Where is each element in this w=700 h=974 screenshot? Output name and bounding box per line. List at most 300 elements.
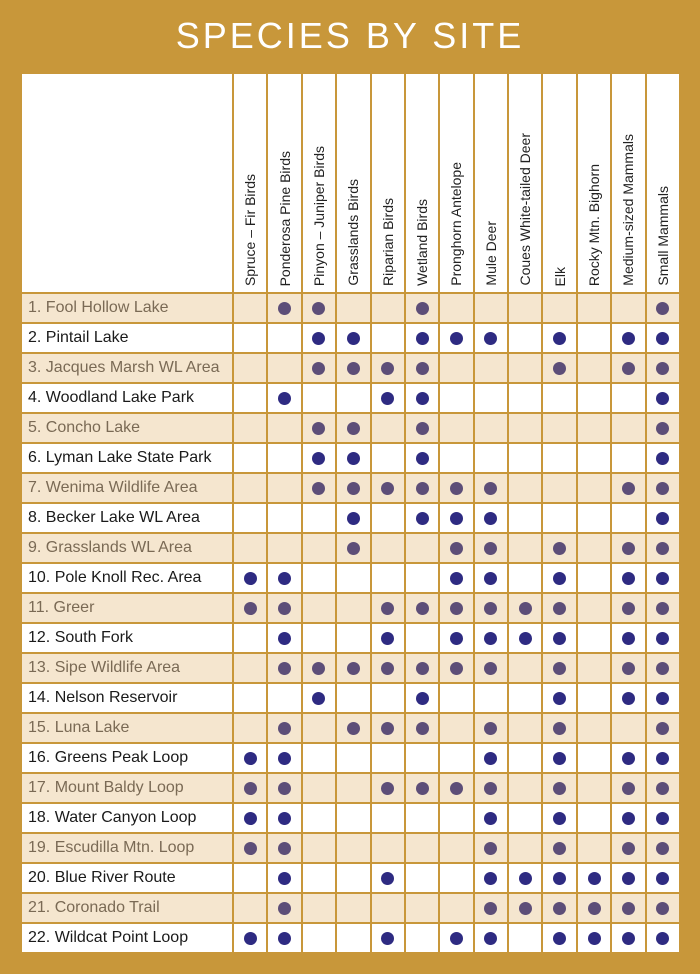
- presence-dot: [381, 362, 394, 375]
- presence-dot: [484, 632, 497, 645]
- table-cell: [543, 354, 575, 382]
- table-cell: [303, 444, 335, 472]
- presence-dot: [656, 572, 669, 585]
- table-cell: [509, 744, 541, 772]
- presence-dot: [244, 602, 257, 615]
- table-cell: [475, 384, 507, 412]
- presence-dot: [656, 722, 669, 735]
- table-cell: [509, 624, 541, 652]
- presence-dot: [312, 422, 325, 435]
- presence-dot: [381, 482, 394, 495]
- presence-dot: [656, 872, 669, 885]
- table-cell: [440, 684, 472, 712]
- table-cell: [234, 714, 266, 742]
- table-cell: [543, 864, 575, 892]
- presence-dot: [656, 452, 669, 465]
- presence-dot: [278, 812, 291, 825]
- table-cell: [406, 624, 438, 652]
- table-cell: [337, 894, 369, 922]
- table-cell: [406, 924, 438, 952]
- table-cell: [440, 834, 472, 862]
- table-cell: [612, 834, 644, 862]
- table-cell: [612, 414, 644, 442]
- presence-dot: [519, 632, 532, 645]
- presence-dot: [312, 332, 325, 345]
- presence-dot: [347, 362, 360, 375]
- site-name: 4. Woodland Lake Park: [22, 384, 232, 412]
- presence-dot: [450, 332, 463, 345]
- table-cell: [372, 624, 404, 652]
- table-cell: [372, 354, 404, 382]
- table-cell: [578, 654, 610, 682]
- presence-dot: [416, 482, 429, 495]
- presence-dot: [622, 842, 635, 855]
- presence-dot: [656, 512, 669, 525]
- presence-dot: [381, 662, 394, 675]
- table-cell: [337, 534, 369, 562]
- table-cell: [509, 804, 541, 832]
- presence-dot: [312, 452, 325, 465]
- table-cell: [234, 654, 266, 682]
- table-cell: [647, 324, 679, 352]
- table-cell: [509, 894, 541, 922]
- table-cell: [509, 684, 541, 712]
- table-cell: [406, 894, 438, 922]
- table-cell: [578, 294, 610, 322]
- presence-dot: [278, 872, 291, 885]
- column-header-label: Rocky Mtn. Bighorn: [586, 163, 603, 286]
- table-cell: [647, 774, 679, 802]
- table-cell: [303, 834, 335, 862]
- table-cell: [268, 534, 300, 562]
- site-name: 16. Greens Peak Loop: [22, 744, 232, 772]
- site-name: 13. Sipe Wildlife Area: [22, 654, 232, 682]
- table-cell: [578, 864, 610, 892]
- table-cell: [337, 624, 369, 652]
- presence-dot: [553, 632, 566, 645]
- table-cell: [440, 624, 472, 652]
- table-cell: [234, 744, 266, 772]
- presence-dot: [381, 632, 394, 645]
- presence-dot: [484, 812, 497, 825]
- column-header-label: Riparian Birds: [379, 198, 396, 286]
- site-name: 1. Fool Hollow Lake: [22, 294, 232, 322]
- presence-dot: [416, 722, 429, 735]
- table-cell: [234, 474, 266, 502]
- presence-dot: [416, 782, 429, 795]
- presence-dot: [381, 392, 394, 405]
- table-cell: [578, 414, 610, 442]
- table-cell: [612, 594, 644, 622]
- table-cell: [406, 504, 438, 532]
- table-cell: [406, 534, 438, 562]
- table-cell: [543, 324, 575, 352]
- page-title: SPECIES BY SITE: [175, 15, 525, 56]
- table-cell: [578, 924, 610, 952]
- table-cell: [406, 684, 438, 712]
- presence-dot: [278, 842, 291, 855]
- table-cell: [268, 744, 300, 772]
- table-cell: [509, 774, 541, 802]
- presence-dot: [484, 872, 497, 885]
- table-cell: [372, 744, 404, 772]
- table-cell: [440, 354, 472, 382]
- table-cell: [406, 324, 438, 352]
- table-cell: [543, 384, 575, 412]
- presence-dot: [553, 692, 566, 705]
- table-cell: [372, 504, 404, 532]
- table-cell: [543, 774, 575, 802]
- presence-dot: [553, 602, 566, 615]
- table-cell: [612, 294, 644, 322]
- column-header: [543, 74, 575, 292]
- presence-dot: [484, 782, 497, 795]
- table-cell: [612, 654, 644, 682]
- presence-dot: [519, 872, 532, 885]
- table-cell: [372, 804, 404, 832]
- table-cell: [647, 294, 679, 322]
- table-cell: [337, 864, 369, 892]
- table-cell: [578, 474, 610, 502]
- column-header: [509, 74, 541, 292]
- table-cell: [406, 294, 438, 322]
- presence-dot: [553, 932, 566, 945]
- presence-dot: [622, 872, 635, 885]
- table-cell: [509, 474, 541, 502]
- table-cell: [543, 474, 575, 502]
- table-cell: [303, 624, 335, 652]
- table-cell: [578, 504, 610, 532]
- presence-dot: [484, 542, 497, 555]
- table-cell: [578, 444, 610, 472]
- column-header-label: Coues White-tailed Deer: [517, 133, 534, 286]
- presence-dot: [656, 662, 669, 675]
- table-cell: [578, 624, 610, 652]
- table-cell: [406, 384, 438, 412]
- table-cell: [543, 684, 575, 712]
- table-cell: [440, 474, 472, 502]
- table-cell: [475, 864, 507, 892]
- table-cell: [406, 744, 438, 772]
- table-cell: [337, 504, 369, 532]
- presence-dot: [484, 752, 497, 765]
- presence-dot: [484, 482, 497, 495]
- presence-dot: [656, 602, 669, 615]
- presence-dot: [347, 722, 360, 735]
- presence-dot: [244, 932, 257, 945]
- table-cell: [337, 594, 369, 622]
- table-cell: [406, 804, 438, 832]
- site-name: 18. Water Canyon Loop: [22, 804, 232, 832]
- table-cell: [234, 594, 266, 622]
- table-cell: [268, 624, 300, 652]
- table-cell: [612, 774, 644, 802]
- presence-dot: [347, 512, 360, 525]
- table-cell: [543, 444, 575, 472]
- table-cell: [440, 534, 472, 562]
- column-header: [612, 74, 644, 292]
- table-cell: [440, 774, 472, 802]
- table-cell: [406, 564, 438, 592]
- presence-dot: [278, 392, 291, 405]
- table-cell: [268, 354, 300, 382]
- table-cell: [543, 624, 575, 652]
- table-cell: [303, 354, 335, 382]
- presence-dot: [622, 332, 635, 345]
- table-cell: [303, 894, 335, 922]
- column-header-label: Pinyon – Juniper Birds: [310, 145, 327, 286]
- table-cell: [475, 444, 507, 472]
- table-cell: [475, 684, 507, 712]
- table-cell: [647, 654, 679, 682]
- table-cell: [543, 834, 575, 862]
- presence-dot: [450, 512, 463, 525]
- presence-dot: [450, 602, 463, 615]
- table-cell: [268, 474, 300, 502]
- table-cell: [509, 534, 541, 562]
- presence-dot: [381, 782, 394, 795]
- presence-dot: [416, 332, 429, 345]
- column-header: [337, 74, 369, 292]
- table-cell: [440, 294, 472, 322]
- table-cell: [372, 834, 404, 862]
- table-cell: [268, 894, 300, 922]
- table-cell: [234, 354, 266, 382]
- table-cell: [440, 564, 472, 592]
- table-cell: [612, 924, 644, 952]
- table-cell: [303, 474, 335, 502]
- table-cell: [406, 714, 438, 742]
- table-cell: [440, 384, 472, 412]
- table-cell: [509, 504, 541, 532]
- table-cell: [647, 564, 679, 592]
- table-cell: [509, 414, 541, 442]
- table-cell: [578, 834, 610, 862]
- table-cell: [647, 744, 679, 772]
- site-name: 10. Pole Knoll Rec. Area: [22, 564, 232, 592]
- presence-dot: [656, 752, 669, 765]
- table-cell: [647, 624, 679, 652]
- table-cell: [543, 744, 575, 772]
- table-cell: [578, 324, 610, 352]
- table-cell: [612, 894, 644, 922]
- table-cell: [509, 384, 541, 412]
- table-cell: [234, 684, 266, 712]
- presence-dot: [381, 932, 394, 945]
- presence-dot: [553, 662, 566, 675]
- table-cell: [440, 594, 472, 622]
- presence-dot: [622, 902, 635, 915]
- presence-dot: [622, 572, 635, 585]
- presence-dot: [416, 302, 429, 315]
- presence-dot: [484, 842, 497, 855]
- presence-dot: [450, 572, 463, 585]
- presence-dot: [278, 902, 291, 915]
- table-cell: [612, 504, 644, 532]
- table-cell: [475, 414, 507, 442]
- table-cell: [612, 714, 644, 742]
- presence-dot: [484, 902, 497, 915]
- table-cell: [372, 924, 404, 952]
- table-cell: [337, 834, 369, 862]
- presence-dot: [484, 662, 497, 675]
- table-cell: [475, 594, 507, 622]
- table-cell: [543, 804, 575, 832]
- column-header-label: Pronghorn Antelope: [448, 162, 465, 286]
- presence-dot: [381, 602, 394, 615]
- presence-dot: [519, 602, 532, 615]
- table-cell: [612, 534, 644, 562]
- table-cell: [475, 804, 507, 832]
- table-cell: [303, 804, 335, 832]
- presence-dot: [347, 542, 360, 555]
- table-cell: [337, 354, 369, 382]
- site-name: 15. Luna Lake: [22, 714, 232, 742]
- table-cell: [268, 444, 300, 472]
- presence-dot: [278, 782, 291, 795]
- table-cell: [440, 654, 472, 682]
- site-name: 14. Nelson Reservoir: [22, 684, 232, 712]
- presence-dot: [484, 932, 497, 945]
- table-cell: [647, 894, 679, 922]
- table-cell: [268, 684, 300, 712]
- site-name: 8. Becker Lake WL Area: [22, 504, 232, 532]
- presence-dot: [416, 452, 429, 465]
- table-cell: [475, 894, 507, 922]
- presence-dot: [450, 542, 463, 555]
- table-cell: [578, 564, 610, 592]
- presence-dot: [278, 632, 291, 645]
- presence-dot: [553, 542, 566, 555]
- column-header: [475, 74, 507, 292]
- table-cell: [372, 384, 404, 412]
- table-cell: [337, 474, 369, 502]
- table-cell: [509, 294, 541, 322]
- table-cell: [372, 864, 404, 892]
- table-cell: [406, 414, 438, 442]
- column-header-label: Grasslands Birds: [345, 179, 362, 286]
- presence-dot: [656, 632, 669, 645]
- presence-dot: [244, 572, 257, 585]
- presence-dot: [381, 722, 394, 735]
- table-cell: [337, 924, 369, 952]
- table-cell: [475, 624, 507, 652]
- presence-dot: [278, 572, 291, 585]
- table-cell: [612, 624, 644, 652]
- column-header-label: Ponderosa Pine Birds: [276, 150, 293, 286]
- table-cell: [647, 684, 679, 712]
- table-cell: [475, 474, 507, 502]
- table-cell: [337, 714, 369, 742]
- presence-dot: [278, 302, 291, 315]
- site-name: 21. Coronado Trail: [22, 894, 232, 922]
- presence-dot: [553, 362, 566, 375]
- site-name: 11. Greer: [22, 594, 232, 622]
- table-cell: [440, 744, 472, 772]
- presence-dot: [278, 752, 291, 765]
- table-cell: [234, 624, 266, 652]
- table-cell: [372, 774, 404, 802]
- presence-dot: [416, 512, 429, 525]
- table-cell: [612, 354, 644, 382]
- table-cell: [268, 564, 300, 592]
- table-cell: [647, 924, 679, 952]
- presence-dot: [312, 302, 325, 315]
- site-name: 2. Pintail Lake: [22, 324, 232, 352]
- column-header: [372, 74, 404, 292]
- presence-dot: [588, 932, 601, 945]
- table-cell: [612, 744, 644, 772]
- table-cell: [303, 414, 335, 442]
- presence-dot: [588, 902, 601, 915]
- presence-dot: [278, 932, 291, 945]
- table-cell: [475, 294, 507, 322]
- table-cell: [268, 654, 300, 682]
- presence-dot: [312, 362, 325, 375]
- presence-dot: [553, 572, 566, 585]
- table-cell: [440, 864, 472, 892]
- presence-dot: [244, 812, 257, 825]
- table-cell: [303, 684, 335, 712]
- table-cell: [543, 924, 575, 952]
- presence-dot: [450, 482, 463, 495]
- site-name: 7. Wenima Wildlife Area: [22, 474, 232, 502]
- presence-dot: [484, 602, 497, 615]
- table-cell: [268, 834, 300, 862]
- presence-dot: [656, 542, 669, 555]
- table-cell: [509, 324, 541, 352]
- table-cell: [543, 564, 575, 592]
- column-header-label: Mule Deer: [482, 221, 499, 286]
- table-cell: [612, 324, 644, 352]
- table-cell: [578, 684, 610, 712]
- presence-dot: [484, 722, 497, 735]
- table-cell: [234, 504, 266, 532]
- column-header-label: Elk: [551, 266, 568, 286]
- table-cell: [303, 534, 335, 562]
- site-name: 20. Blue River Route: [22, 864, 232, 892]
- table-cell: [543, 504, 575, 532]
- presence-dot: [312, 662, 325, 675]
- table-cell: [647, 594, 679, 622]
- column-header-label: Medium-sized Mammals: [620, 134, 637, 286]
- table-cell: [509, 564, 541, 592]
- presence-dot: [622, 752, 635, 765]
- table-cell: [647, 354, 679, 382]
- presence-dot: [656, 812, 669, 825]
- table-cell: [234, 894, 266, 922]
- table-cell: [406, 474, 438, 502]
- table-cell: [234, 804, 266, 832]
- table-cell: [337, 684, 369, 712]
- presence-dot: [450, 662, 463, 675]
- presence-dot: [656, 902, 669, 915]
- table-cell: [647, 714, 679, 742]
- presence-dot: [622, 542, 635, 555]
- table-cell: [578, 384, 610, 412]
- column-header: [268, 74, 300, 292]
- table-cell: [647, 834, 679, 862]
- column-header: [303, 74, 335, 292]
- presence-dot: [656, 422, 669, 435]
- presence-dot: [553, 872, 566, 885]
- table-cell: [509, 354, 541, 382]
- table-cell: [372, 564, 404, 592]
- presence-dot: [450, 632, 463, 645]
- site-name: 19. Escudilla Mtn. Loop: [22, 834, 232, 862]
- table-cell: [612, 474, 644, 502]
- presence-dot: [416, 692, 429, 705]
